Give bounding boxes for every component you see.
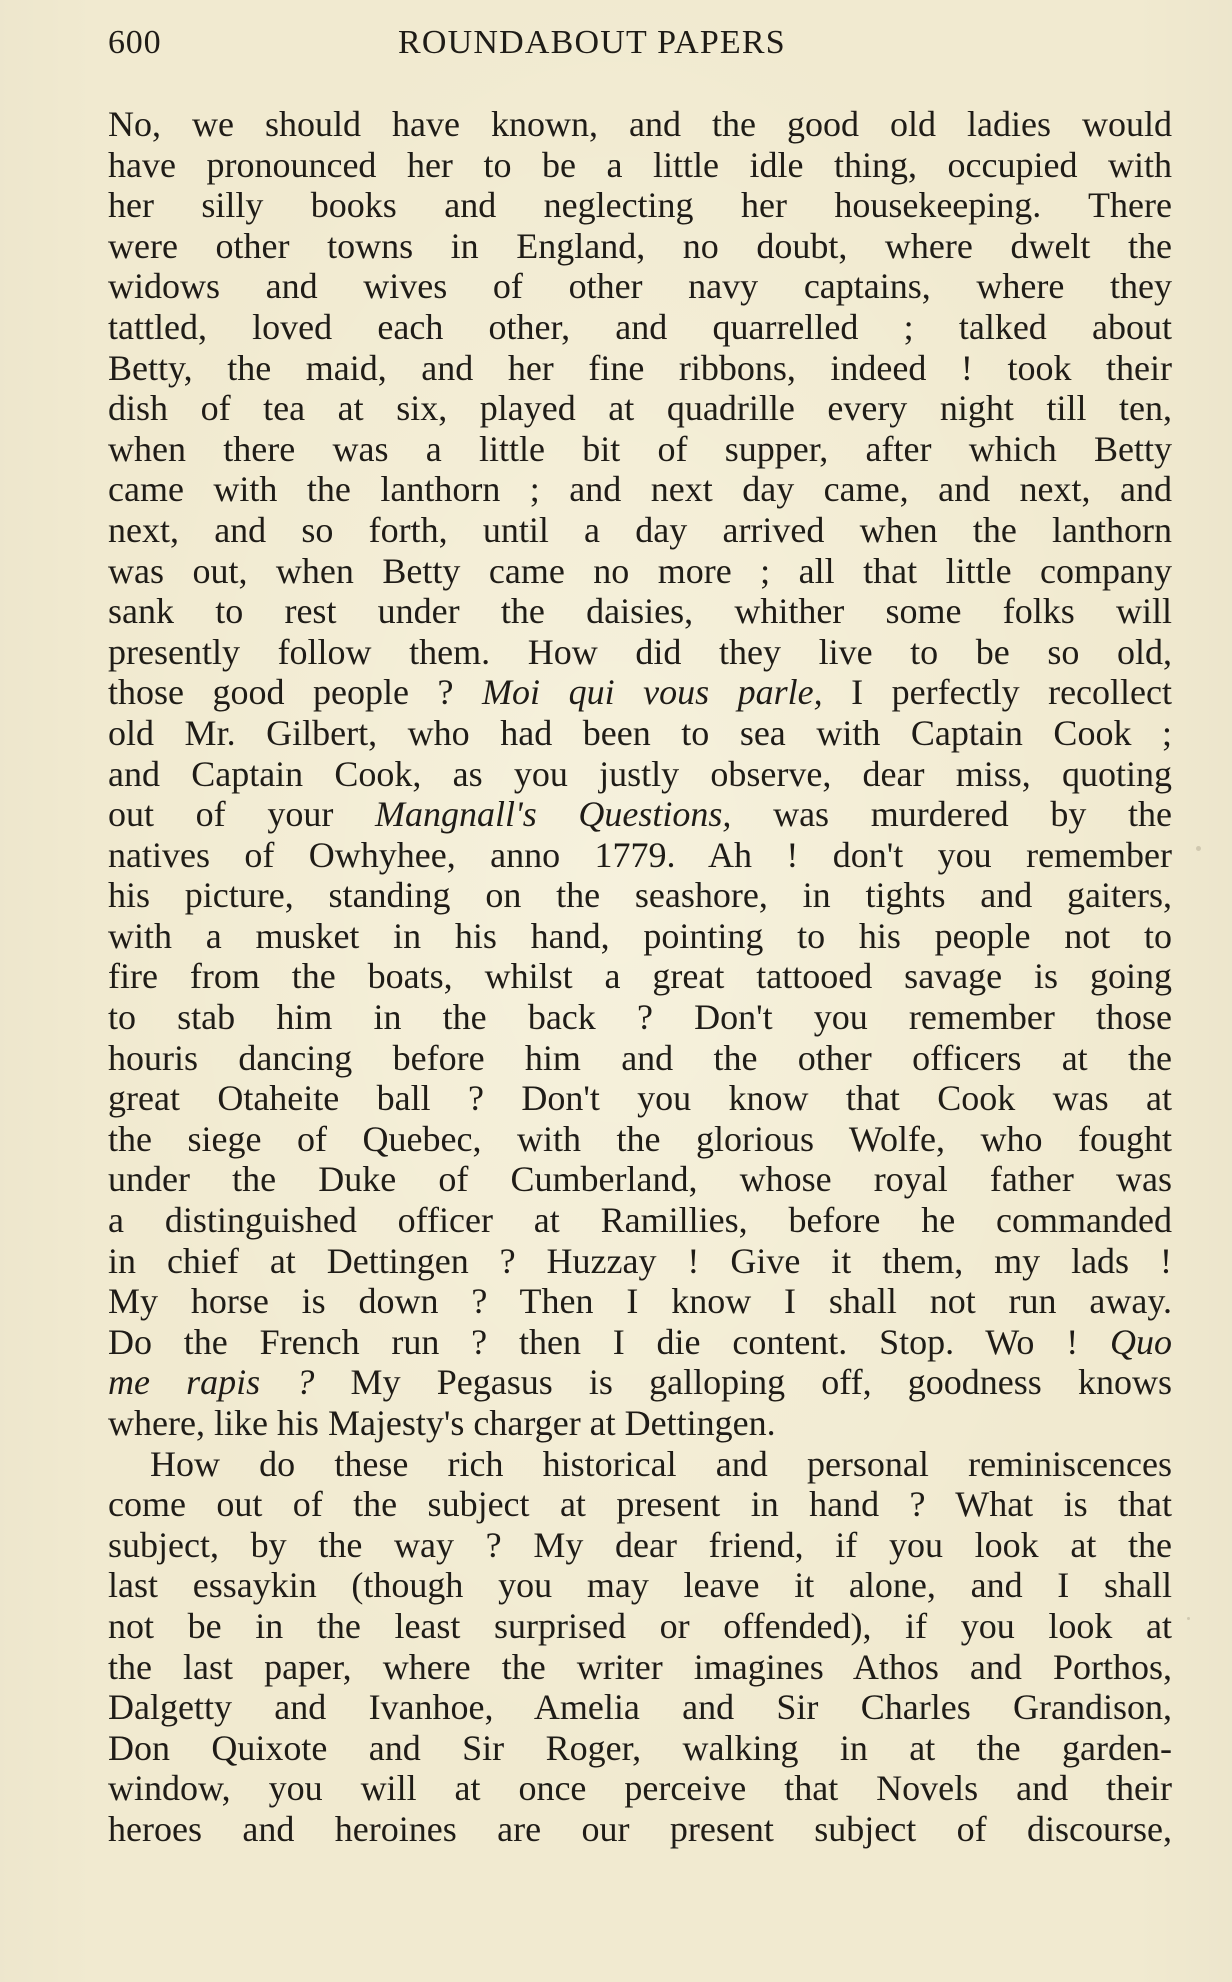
text-line: when there was a little bit of supper, after which Betty: [108, 428, 1172, 469]
italic-phrase: Moi qui vous parle,: [482, 672, 823, 713]
paper-fleck: [1196, 846, 1201, 851]
text-line: her silly books and neglecting her housekeeping. There: [108, 185, 1172, 226]
page-number: 600: [108, 24, 162, 61]
text-segment: out of your: [108, 794, 376, 835]
text-line: sank to rest under the daisies, whither some folks will: [108, 591, 1172, 632]
text-line: window, you will at once perceive that Novels and their: [108, 1768, 1172, 1809]
text-line: Don Quixote and Sir Roger, walking in at the garden-: [108, 1727, 1172, 1768]
text-line: come out of the subject at present in hand ? What is that: [108, 1484, 1172, 1525]
paper-fleck: [1187, 1617, 1190, 1620]
text-line: great Otaheite ball ? Don't you know that Cook was at: [108, 1078, 1172, 1119]
text-line-with-italic: [108, 1362, 1172, 1403]
text-line: last essaykin (though you may leave it alone, and I shall: [108, 1565, 1172, 1606]
text-line: tattled, loved each other, and quarrelled ; talked about: [108, 306, 1172, 347]
italic-quotation: me rapis ?: [108, 1362, 315, 1403]
text-line: presently follow them. How did they live to be so old,: [108, 631, 1172, 672]
paragraph-first-line: How do these rich historical and personal reminiscences: [150, 1443, 1172, 1484]
text-line: the siege of Quebec, with the glorious Wolfe, who fought: [108, 1118, 1172, 1159]
text-line: next, and so forth, until a day arrived when the lanthorn: [108, 509, 1172, 550]
text-segment: Do the French run ? then I die content. Stop. Wo !: [108, 1321, 1110, 1362]
text-line-with-italic: [108, 1322, 1172, 1363]
text-line: natives of Owhyhee, anno 1779. Ah ! don't you remember: [108, 834, 1172, 875]
page-header: [108, 24, 1172, 70]
text-line: My horse is down ? Then I know I shall not run away.: [108, 1281, 1172, 1322]
text-line: came with the lanthorn ; and next day came, and next, and: [108, 469, 1172, 510]
text-segment: I perfectly recollect: [822, 672, 1173, 713]
text-segment: those good people ?: [108, 672, 483, 713]
body-text: [108, 104, 1172, 1850]
text-line: old Mr. Gilbert, who had been to sea with Captain Cook ;: [108, 712, 1172, 753]
text-segment: was murdered by the: [731, 794, 1173, 835]
text-line: not be in the least surprised or offended), if you look at: [108, 1605, 1172, 1646]
running-head: ROUNDABOUT PAPERS: [398, 24, 786, 61]
paragraph-end-line: where, like his Majesty's charger at Dettingen.: [108, 1403, 776, 1443]
text-line: have pronounced her to be a little idle thing, occupied with: [108, 144, 1172, 185]
text-line: Dalgetty and Ivanhoe, Amelia and Sir Charles Grandison,: [108, 1687, 1172, 1728]
text-line-with-italic: [108, 794, 1172, 835]
text-line: the last paper, where the writer imagines Athos and Porthos,: [108, 1646, 1172, 1687]
text-line: widows and wives of other navy captains, where they: [108, 266, 1172, 307]
text-line: under the Duke of Cumberland, whose royal father was: [108, 1159, 1172, 1200]
text-line: houris dancing before him and the other officers at the: [108, 1037, 1172, 1078]
text-line: to stab him in the back ? Don't you remember those: [108, 997, 1172, 1038]
text-line: a distinguished officer at Ramillies, before he commanded: [108, 1200, 1172, 1241]
text-line: his picture, standing on the seashore, in tights and gaiters,: [108, 875, 1172, 916]
text-line: were other towns in England, no doubt, where dwelt the: [108, 225, 1172, 266]
text-line: dish of tea at six, played at quadrille every night till ten,: [108, 388, 1172, 429]
italic-quotation: Quo: [1110, 1321, 1172, 1362]
text-segment: My Pegasus is galloping off, goodness knows: [314, 1362, 1172, 1403]
text-line: heroes and heroines are our present subject of discourse,: [108, 1808, 1172, 1849]
text-line: and Captain Cook, as you justly observe, dear miss, quoting: [108, 753, 1172, 794]
text-line: was out, when Betty came no more ; all that little company: [108, 550, 1172, 591]
text-line: No, we should have known, and the good old ladies would: [108, 104, 1172, 144]
text-line: fire from the boats, whilst a great tattooed savage is going: [108, 956, 1172, 997]
text-line: subject, by the way ? My dear friend, if you look at the: [108, 1524, 1172, 1565]
text-line: with a musket in his hand, pointing to his people not to: [108, 915, 1172, 956]
italic-book-title: Mangnall's Questions,: [375, 794, 732, 835]
text-line: in chief at Dettingen ? Huzzay ! Give it them, my lads !: [108, 1240, 1172, 1281]
text-line-with-italic: [108, 672, 1172, 713]
text-line: Betty, the maid, and her fine ribbons, indeed ! took their: [108, 347, 1172, 388]
